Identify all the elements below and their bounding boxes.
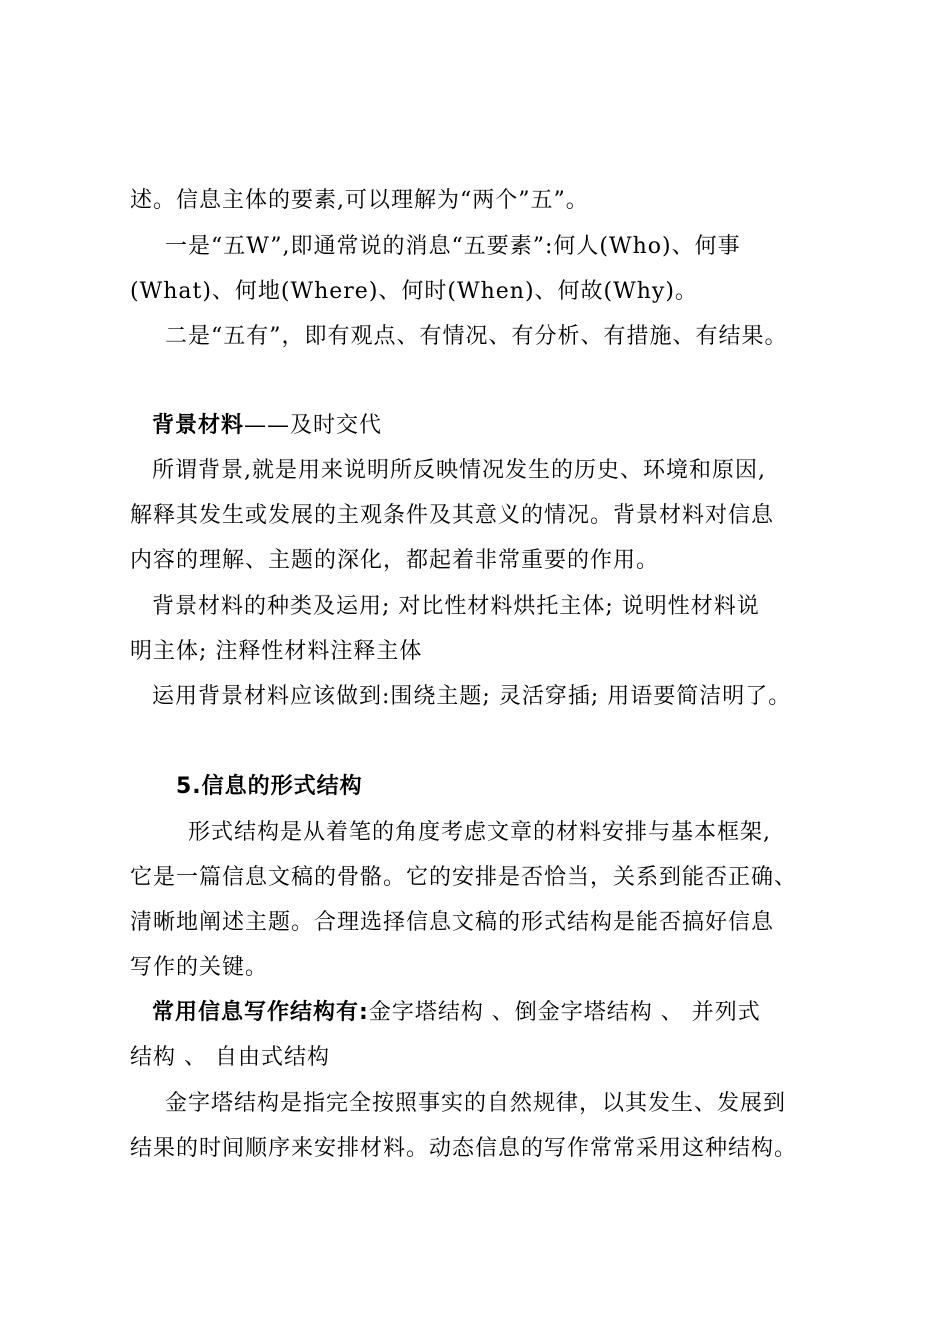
background-line-3: 内容的理解、主题的深化，都起着非常重要的作用。 (130, 548, 660, 573)
structure-line-2: 它是一篇信息文稿的骨骼。它的安排是否恰当，关系到能否正确、 (130, 865, 798, 890)
background-line-4: 背景材料的种类及运用; 对比性材料烘托主体; 说明性材料说 (152, 594, 760, 619)
common-structures-line-2: 结构 、 自由式结构 (130, 1045, 330, 1070)
pyramid-line-1: 金字塔结构是指完全按照事实的自然规律，以其发生、发展到 (165, 1091, 787, 1116)
background-heading-bold: 背景材料 (152, 413, 245, 438)
structure-line-1: 形式结构是从着笔的角度考虑文章的材料安排与基本框架, (188, 820, 771, 845)
background-line-2: 解释其发生或发展的主观条件及其意义的情况。背景材料对信息 (130, 503, 775, 528)
background-line-6: 运用背景材料应该做到:围绕主题; 灵活穿插; 用语要简洁明了。 (152, 684, 792, 709)
common-structures-list: 金字塔结构 、倒金字塔结构 、 并列式 (368, 1000, 761, 1025)
background-heading-rest: ——及时交代 (244, 413, 383, 438)
five-w-line-1: 一是“五W”,即通常说的消息“五要素”:何人(Who)、何事 (165, 234, 741, 259)
common-structures-line-1 (152, 998, 761, 1028)
structure-line-3: 清晰地阐述主题。合理选择信息文稿的形式结构是能否搞好信息 (130, 910, 775, 935)
common-structures-label: 常用信息写作结构有: (152, 1000, 369, 1025)
background-line-1: 所谓背景,就是用来说明所反映情况发生的历史、环境和原因, (152, 458, 766, 483)
five-you-line: 二是“五有”，即有观点、有情况、有分析、有措施、有结果。 (165, 324, 788, 349)
five-w-line-2: (What)、何地(Where)、何时(When)、何故(Why)。 (130, 279, 698, 304)
structure-line-4: 写作的关键。 (130, 955, 269, 980)
structure-heading: 5.信息的形式结构 (176, 774, 363, 799)
background-line-5: 明主体; 注释性材料注释主体 (130, 639, 423, 664)
background-heading (152, 411, 382, 441)
pyramid-line-2: 结果的时间顺序来安排材料。动态信息的写作常常采用这种结构。 (130, 1136, 798, 1161)
intro-line-1: 述。信息主体的要素,可以理解为“两个”五”。 (130, 188, 589, 213)
